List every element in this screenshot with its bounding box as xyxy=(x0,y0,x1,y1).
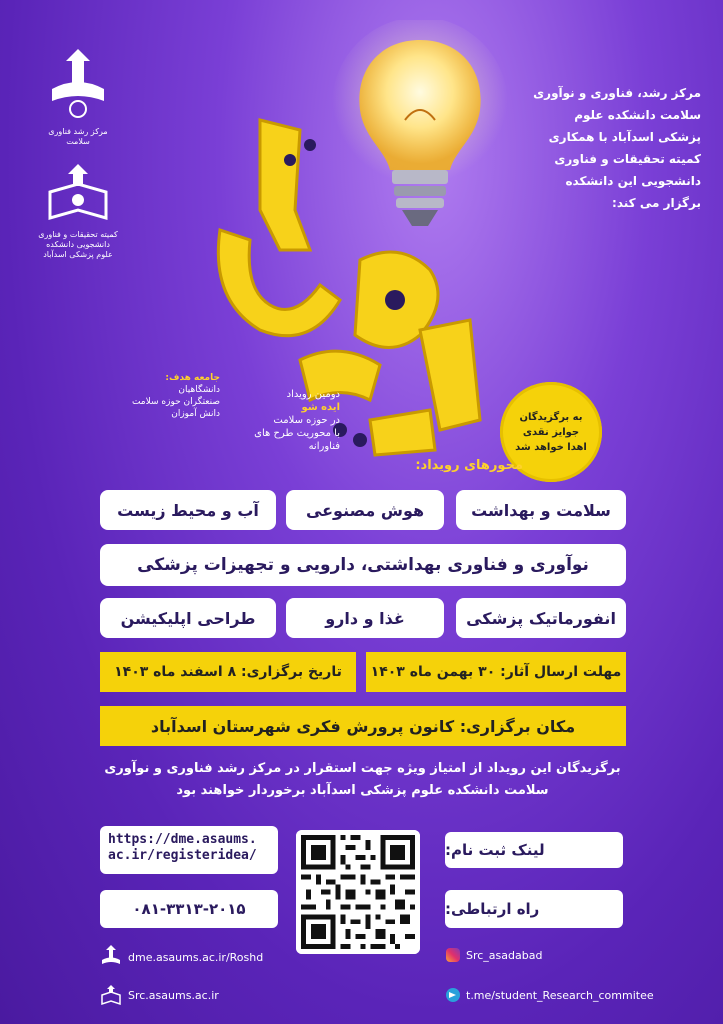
intro-line: دانشجویی این دانشکده xyxy=(565,174,701,188)
axis-innovation: نوآوری و فناوری بهداشتی، دارویی و تجهیزات پزشکی xyxy=(100,544,626,586)
growth-center-logo-text: مرکز رشد فناوری سلامت xyxy=(48,127,108,146)
venue: مکان برگزاری: کانون پرورش فکری شهرستان اسدآباد xyxy=(100,706,626,746)
phone-number: ۰۸۱-۳۳۱۳-۲۰۱۵ xyxy=(100,890,278,928)
event-line: با محوریت طرح های فناورانه xyxy=(254,428,340,452)
prize-badge-line: به برگزیدگان xyxy=(519,411,583,423)
target-audience-item: صنعتگران حوزه سلامت xyxy=(131,397,220,407)
footer-site-src[interactable] xyxy=(100,984,219,1006)
footer-instagram-text: Src_asadabad xyxy=(466,948,543,962)
prize-badge-line: اهدا خواهد شد xyxy=(515,441,587,453)
axis-app: طراحی اپلیکیشن xyxy=(100,598,276,638)
intro-line: برگزار می کند: xyxy=(612,196,701,210)
telegram-icon xyxy=(446,988,460,1002)
intro-line: پزشکی اسدآباد با همکاری xyxy=(548,130,701,144)
register-label: لینک ثبت نام: xyxy=(445,832,623,868)
event-line: در حوزه سلامت xyxy=(273,415,340,426)
contact-label: راه ارتباطی: xyxy=(445,890,623,928)
event-line: دومین رویداد xyxy=(286,389,340,400)
winners-note-line: سلامت دانشکده علوم پزشکی اسدآباد برخوردار خواهند بود xyxy=(176,783,549,798)
winners-note-line: برگزیدگان این رویداد از امتیاز ویژه جهت استقرار در مرکز رشد فناوری و نوآوری xyxy=(104,761,621,776)
instagram-icon xyxy=(446,948,460,962)
event-date: تاریخ برگزاری: ۸ اسفند ماه ۱۴۰۳ xyxy=(100,652,356,692)
axis-health: سلامت و بهداشت xyxy=(456,490,626,530)
footer-site-roshd-text: dme.asaums.ac.ir/Roshd xyxy=(128,950,264,964)
axis-food: غذا و دارو xyxy=(286,598,444,638)
register-url-line: https://dme.asaums. xyxy=(108,832,257,847)
event-description xyxy=(220,388,340,453)
footer-site-roshd[interactable] xyxy=(100,944,263,970)
growth-center-small-icon xyxy=(100,944,122,970)
axis-environment: آب و محیط زیست xyxy=(100,490,276,530)
footer-telegram[interactable] xyxy=(446,988,654,1002)
intro-line: کمیته تحقیقات و فناوری xyxy=(554,152,701,166)
register-url[interactable] xyxy=(100,826,278,874)
research-committee-logo-line: دانشجویی دانشکده xyxy=(46,240,110,249)
footer-telegram-text: t.me/student_Research_commitee xyxy=(466,988,654,1002)
axis-ai: هوش مصنوعی xyxy=(286,490,444,530)
research-committee-logo-line: کمیته تحقیقات و فناوری xyxy=(38,230,118,239)
research-committee-small-icon xyxy=(100,984,122,1006)
event-highlight: ایده شو xyxy=(301,402,340,413)
target-audience-heading: جامعه هدف: xyxy=(165,373,220,383)
research-committee-logo xyxy=(38,162,118,260)
axes-heading: محورهای رویداد: xyxy=(415,458,523,473)
axis-informatics: انفورماتیک پزشکی xyxy=(456,598,626,638)
intro-text xyxy=(511,82,701,214)
qr-code-icon[interactable] xyxy=(296,830,420,954)
footer-instagram[interactable] xyxy=(446,948,542,962)
intro-line: سلامت دانشکده علوم xyxy=(574,108,701,122)
footer-site-src-text: Src.asaums.ac.ir xyxy=(128,988,219,1002)
winners-note xyxy=(100,758,625,802)
intro-line: مرکز رشد، فناوری و نوآوری xyxy=(533,86,701,100)
target-audience-item: دانشگاهیان xyxy=(178,385,220,395)
submission-deadline: مهلت ارسال آثار: ۳۰ بهمن ماه ۱۴۰۳ xyxy=(366,652,626,692)
target-audience xyxy=(120,372,220,420)
growth-center-logo-icon xyxy=(46,45,110,123)
prize-badge-line: جوایز نقدی xyxy=(522,426,580,438)
target-audience-item: دانش آموزان xyxy=(171,409,220,419)
research-committee-logo-line: علوم پزشکی اسدآباد xyxy=(43,250,113,259)
register-url-line: ac.ir/registeridea/ xyxy=(108,848,257,863)
growth-center-logo xyxy=(38,45,118,147)
research-committee-logo-icon xyxy=(46,162,110,226)
